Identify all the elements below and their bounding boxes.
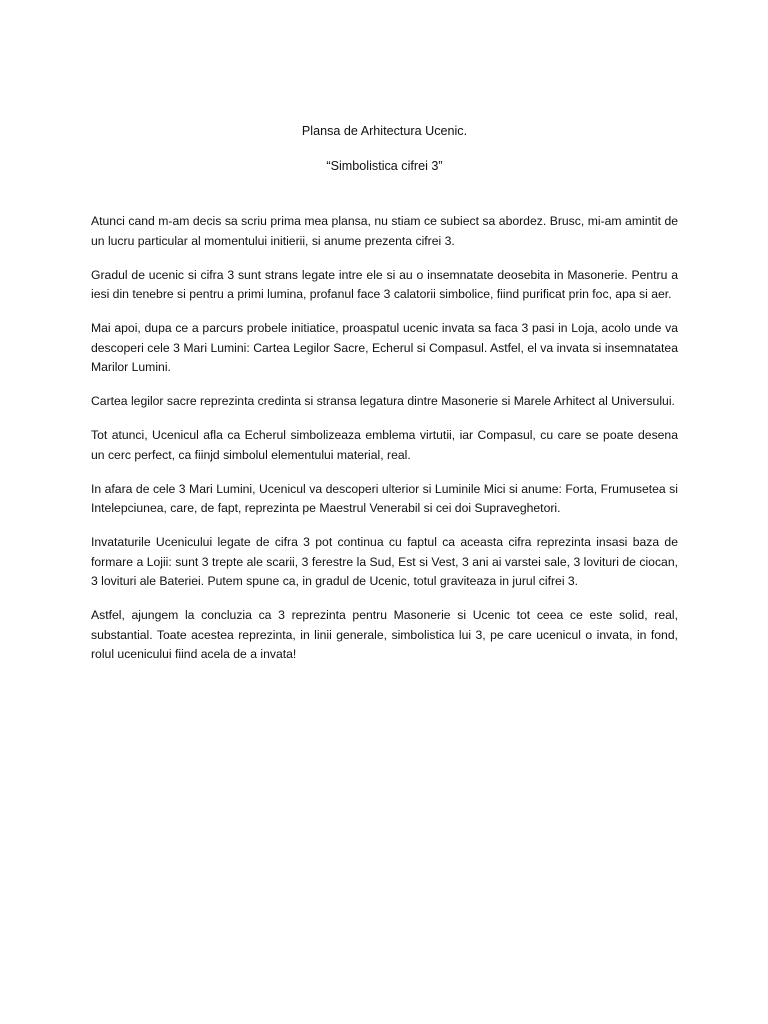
paragraph-6: In afara de cele 3 Mari Lumini, Ucenicul va descoperi ulterior si Luminile Mici si anume: Forta, Frumusetea si Intelepciunea, care, de fapt, reprezinta pe Maestrul Venerabil si cei doi Supraveghetori. [91, 481, 678, 515]
paragraph-2: Gradul de ucenic si cifra 3 sunt strans legate intre ele si au o insemnatate deosebita in Masonerie. Pentru a iesi din tenebre si pentru a primi lumina, profanul face 3 calatorii simbolice, fiind purificat prin foc, apa si aer. [91, 267, 678, 301]
paragraph-7: Invataturile Ucenicului legate de cifra 3 pot continua cu faptul ca aceasta cifra reprezinta insasi baza de formare a Lojii: sunt 3 trepte ale scarii, 3 ferestre la Sud, Est si Vest, 3 ani ai varstei sale, 3 lovituri de ciocan, 3 lovituri ale Bateriei. Putem spune ca, in gradul de Ucenic, totul graviteaza in jurul cifrei 3. [91, 535, 678, 588]
paragraph-4: Cartea legilor sacre reprezinta credinta si stransa legatura dintre Masonerie si Marele Arhitect al Universului. [91, 394, 675, 408]
paragraph-8: Astfel, ajungem la concluzia ca 3 reprezinta pentru Masonerie si Ucenic tot ceea ce este solid, real, substantial. Toate acestea reprezinta, in linii generale, simbolistica lui 3, pe care ucenicul o invata, in fond, rolul ucenicului fiind acela de a invata! [91, 608, 678, 661]
document-subtitle: “Simbolistica cifrei 3” [326, 159, 443, 173]
document-title: Plansa de Arhitectura Ucenic. [301, 124, 468, 138]
paragraph-3: Mai apoi, dupa ce a parcurs probele initiatice, proaspatul ucenic invata sa faca 3 pasi in Loja, acolo unde va descoperi cele 3 Mari Lumini: Cartea Legilor Sacre, Echerul si Compasul. Astfel, el va invata si insemnatatea Marilor Lumini. [91, 321, 678, 374]
paragraph-5: Tot atunci, Ucenicul afla ca Echerul simbolizeaza emblema virtutii, iar Compasul, cu care se poate desena un cerc perfect, ca fiinjd simbolul elementului material, real. [91, 428, 678, 462]
document-page [91, 122, 678, 679]
document-body [91, 212, 678, 665]
paragraph-1: Atunci cand m-am decis sa scriu prima mea plansa, nu stiam ce subiect sa abordez. Brusc, mi-am amintit de un lucru particular al momentului initierii, si anume prezenta cifrei 3. [91, 214, 678, 248]
